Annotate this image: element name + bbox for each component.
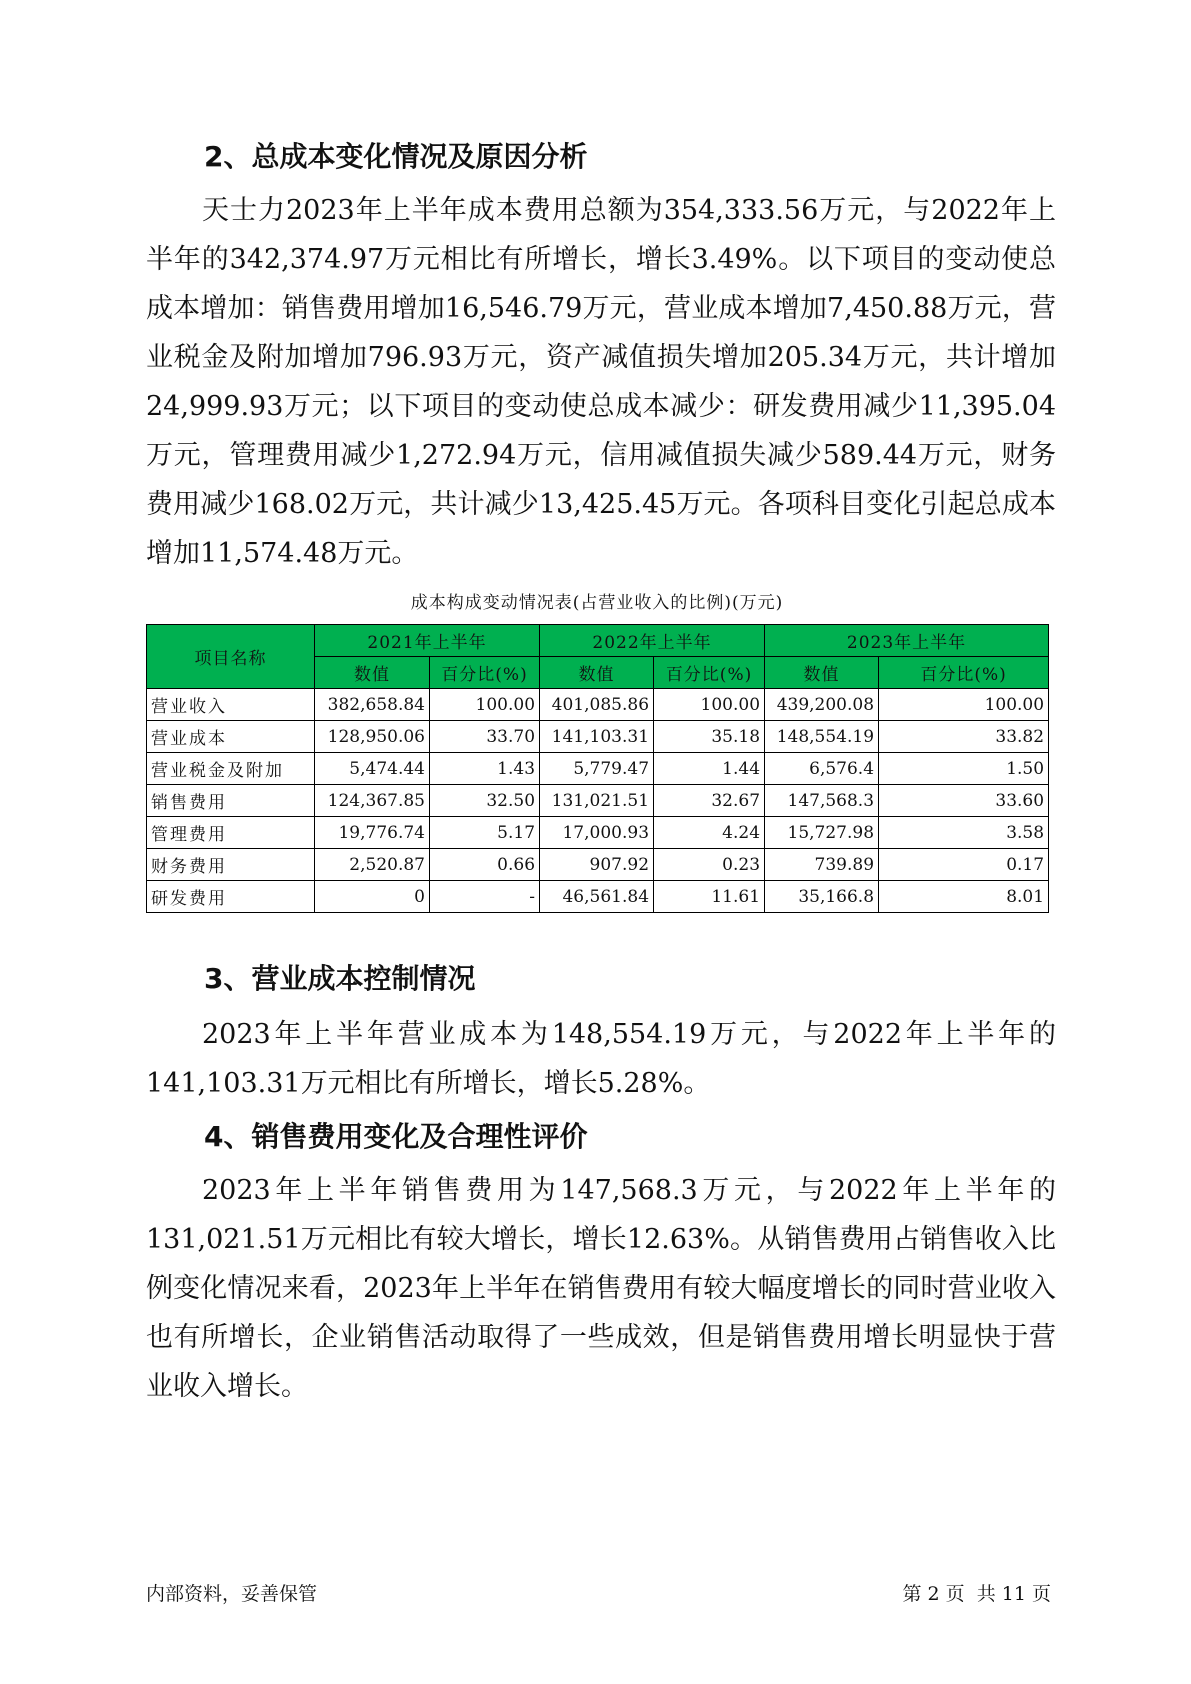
cell-value: 46,561.84 bbox=[540, 881, 654, 913]
period-header-2023: 2023年上半年 bbox=[765, 625, 1049, 657]
cell-pct: 33.82 bbox=[879, 721, 1049, 753]
cell-pct: 0.17 bbox=[879, 849, 1049, 881]
cost-structure-table bbox=[146, 624, 1049, 913]
pct-header: 百分比(%) bbox=[430, 657, 540, 689]
cell-pct: 35.18 bbox=[654, 721, 765, 753]
row-name: 财务费用 bbox=[147, 849, 315, 881]
footer-page-number: 第 2 页 共 11 页 bbox=[902, 1583, 1051, 1605]
value-header: 数值 bbox=[315, 657, 430, 689]
cell-value: 401,085.86 bbox=[540, 689, 654, 721]
item-name-header: 项目名称 bbox=[147, 625, 315, 689]
cell-value: 2,520.87 bbox=[315, 849, 430, 881]
section-3-paragraph: 2023年上半年营业成本为148,554.19万元，与2022年上半年的141,103.31万元相比有所增长，增长5.28%。 bbox=[146, 1019, 1056, 1099]
cell-pct: - bbox=[430, 881, 540, 913]
cell-pct: 1.44 bbox=[654, 753, 765, 785]
table-row bbox=[147, 785, 1049, 817]
cell-value: 0 bbox=[315, 881, 430, 913]
pct-header: 百分比(%) bbox=[879, 657, 1049, 689]
table-row bbox=[147, 817, 1049, 849]
cell-value: 147,568.3 bbox=[765, 785, 879, 817]
cell-value: 15,727.98 bbox=[765, 817, 879, 849]
cell-value: 907.92 bbox=[540, 849, 654, 881]
cell-value: 6,576.4 bbox=[765, 753, 879, 785]
cell-value: 128,950.06 bbox=[315, 721, 430, 753]
pct-header: 百分比(%) bbox=[654, 657, 765, 689]
cell-pct: 32.67 bbox=[654, 785, 765, 817]
section-4-heading: 4、销售费用变化及合理性评价 bbox=[204, 1120, 588, 1153]
table-caption: 成本构成变动情况表(占营业收入的比例)(万元) bbox=[410, 593, 784, 613]
period-header-2022: 2022年上半年 bbox=[540, 625, 765, 657]
cell-pct: 8.01 bbox=[879, 881, 1049, 913]
cell-value: 17,000.93 bbox=[540, 817, 654, 849]
cell-value: 382,658.84 bbox=[315, 689, 430, 721]
cell-value: 5,474.44 bbox=[315, 753, 430, 785]
table-row bbox=[147, 721, 1049, 753]
cell-pct: 100.00 bbox=[654, 689, 765, 721]
section-3-body bbox=[146, 1010, 1056, 1108]
cell-value: 141,103.31 bbox=[540, 721, 654, 753]
section-4-paragraph: 2023年上半年销售费用为147,568.3万元，与2022年上半年的131,021.51万元相比有较大增长，增长12.63%。从销售费用占销售收入比例变化情况来看，2023年上半年在销售费用有较大幅度增长的同时营业收入也有所增长，企业销售活动取得了一些成效，但是销售费用增长明显快于营业收入增长。 bbox=[146, 1175, 1056, 1402]
cell-pct: 33.70 bbox=[430, 721, 540, 753]
table-row bbox=[147, 753, 1049, 785]
section-2-heading: 2、总成本变化情况及原因分析 bbox=[204, 140, 588, 173]
value-header: 数值 bbox=[540, 657, 654, 689]
footer-confidential-note: 内部资料，妥善保管 bbox=[146, 1583, 318, 1605]
section-3-heading: 3、营业成本控制情况 bbox=[204, 962, 476, 995]
cell-pct: 11.61 bbox=[654, 881, 765, 913]
table-row bbox=[147, 849, 1049, 881]
section-4-body bbox=[146, 1166, 1056, 1411]
cell-pct: 0.23 bbox=[654, 849, 765, 881]
cell-value: 148,554.19 bbox=[765, 721, 879, 753]
row-name: 营业收入 bbox=[147, 689, 315, 721]
cell-pct: 4.24 bbox=[654, 817, 765, 849]
cell-value: 131,021.51 bbox=[540, 785, 654, 817]
cell-pct: 100.00 bbox=[879, 689, 1049, 721]
cell-value: 739.89 bbox=[765, 849, 879, 881]
cell-value: 5,779.47 bbox=[540, 753, 654, 785]
value-header: 数值 bbox=[765, 657, 879, 689]
cell-value: 124,367.85 bbox=[315, 785, 430, 817]
cell-pct: 0.66 bbox=[430, 849, 540, 881]
cell-pct: 32.50 bbox=[430, 785, 540, 817]
row-name: 管理费用 bbox=[147, 817, 315, 849]
cell-pct: 33.60 bbox=[879, 785, 1049, 817]
row-name: 研发费用 bbox=[147, 881, 315, 913]
cell-pct: 5.17 bbox=[430, 817, 540, 849]
row-name: 销售费用 bbox=[147, 785, 315, 817]
table-row bbox=[147, 881, 1049, 913]
period-header-2021: 2021年上半年 bbox=[315, 625, 540, 657]
cell-value: 19,776.74 bbox=[315, 817, 430, 849]
cell-value: 439,200.08 bbox=[765, 689, 879, 721]
cell-pct: 1.50 bbox=[879, 753, 1049, 785]
cell-pct: 1.43 bbox=[430, 753, 540, 785]
section-2-body bbox=[146, 186, 1056, 578]
section-2-paragraph: 天士力2023年上半年成本费用总额为354,333.56万元，与2022年上半年的342,374.97万元相比有所增长，增长3.49%。以下项目的变动使总成本增加：销售费用增加16,546.79万元，营业成本增加7,450.88万元，营业税金及附加增加796.93万元，资产减值损失增加205.34万元，共计增加24,999.93万元；以下项目的变动使总成本减少：研发费用减少11,395.04万元，管理费用减少1,272.94万元，信用减值损失减少589.44万元，财务费用减少168.02万元，共计减少13,425.45万元。各项科目变化引起总成本增加11,574.48万元。 bbox=[146, 195, 1056, 569]
row-name: 营业成本 bbox=[147, 721, 315, 753]
row-name: 营业税金及附加 bbox=[147, 753, 315, 785]
cell-value: 35,166.8 bbox=[765, 881, 879, 913]
table-row bbox=[147, 689, 1049, 721]
cell-pct: 100.00 bbox=[430, 689, 540, 721]
cell-pct: 3.58 bbox=[879, 817, 1049, 849]
